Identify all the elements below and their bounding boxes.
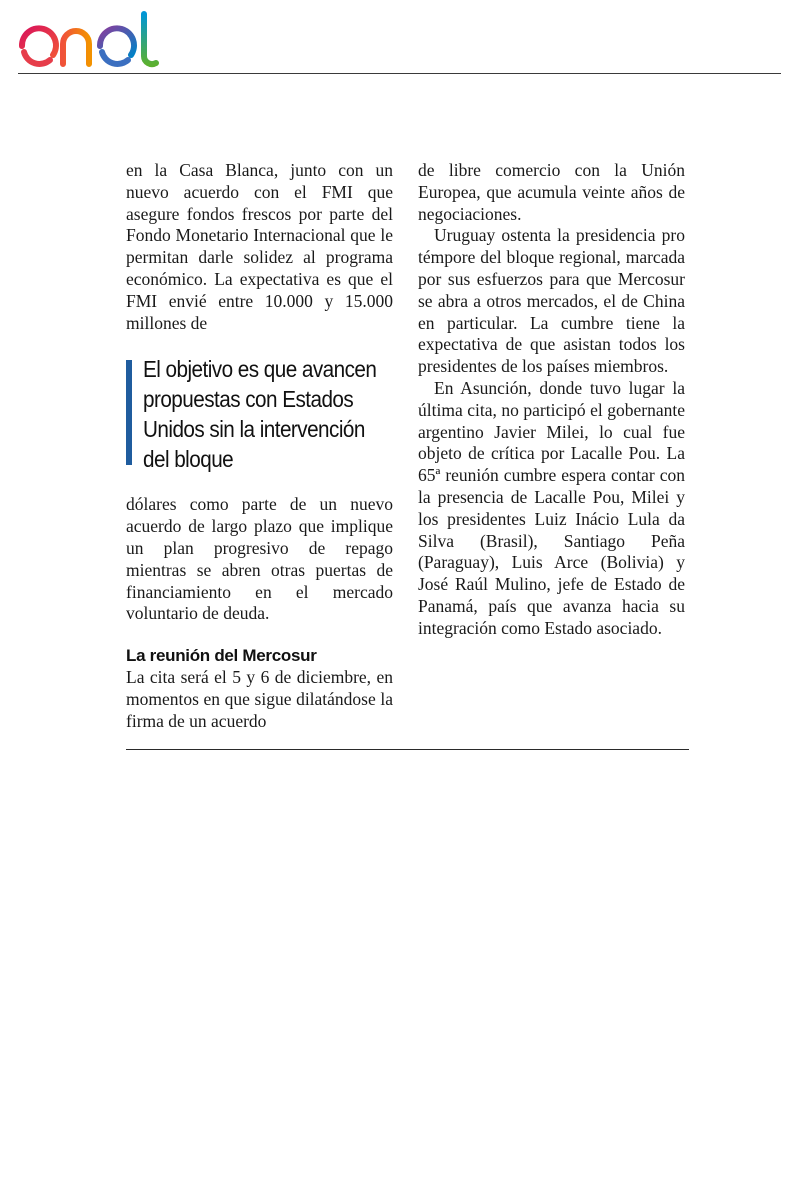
section-subheading: La reunión del Mercosur <box>126 646 317 666</box>
article-right-column <box>418 160 685 640</box>
enel-logo <box>18 8 178 68</box>
article-left-column <box>126 160 393 733</box>
article-paragraph: dólares como parte de un nuevo acuerdo de largo plazo que implique un plan progresivo de repago mientras se abren otras puertas de financiamiento en el mercado voluntario de deuda. <box>126 494 393 624</box>
article-paragraph: La cita será el 5 y 6 de diciembre, en momentos en que sigue dilatándose la firma de un acuerdo <box>126 667 393 731</box>
article-paragraph: Uruguay ostenta la presidencia pro témpore del bloque regional, marcada por sus esfuerzos para que Mercosur se abra a otros mercados, el de China en particular. La cumbre tiene la expectativa de que asistan todos los presidentes de los países miembros. <box>418 225 685 377</box>
article-paragraph: de libre comercio con la Unión Europea, que acumula veinte años de negociaciones. <box>418 160 685 224</box>
article-bottom-divider <box>126 749 689 750</box>
enel-logo-graphic <box>18 8 178 68</box>
article-paragraph: en la Casa Blanca, junto con un nuevo acuerdo con el FMI que asegure fondos frescos por parte del Fondo Monetario Internacional que le permitan darle solidez al programa económico. La expectativa es que el FMI envié entre 10.000 y 15.000 millones de <box>126 160 393 333</box>
pull-quote-text: El objetivo es que avancen propuestas con Estados Unidos sin la intervención del bloque <box>143 356 377 473</box>
pull-quote <box>126 354 393 474</box>
article-paragraph: En Asunción, donde tuvo lugar la última cita, no participó el gobernante argentino Javier Milei, lo cual fue objeto de crítica por Lacalle Pou. La 65ª reunión cumbre espera contar con la presencia de Lacalle Pou, Milei y los presidentes Luiz Inácio Lula da Silva (Brasil), Santiago Peña (Paraguay), Luis Arce (Bolivia) y José Raúl Mulino, jefe de Estado de Panamá, país que avanza hacia su integración como Estado asociado. <box>418 377 685 638</box>
pull-quote-bar <box>126 360 132 465</box>
header-divider <box>18 73 781 74</box>
